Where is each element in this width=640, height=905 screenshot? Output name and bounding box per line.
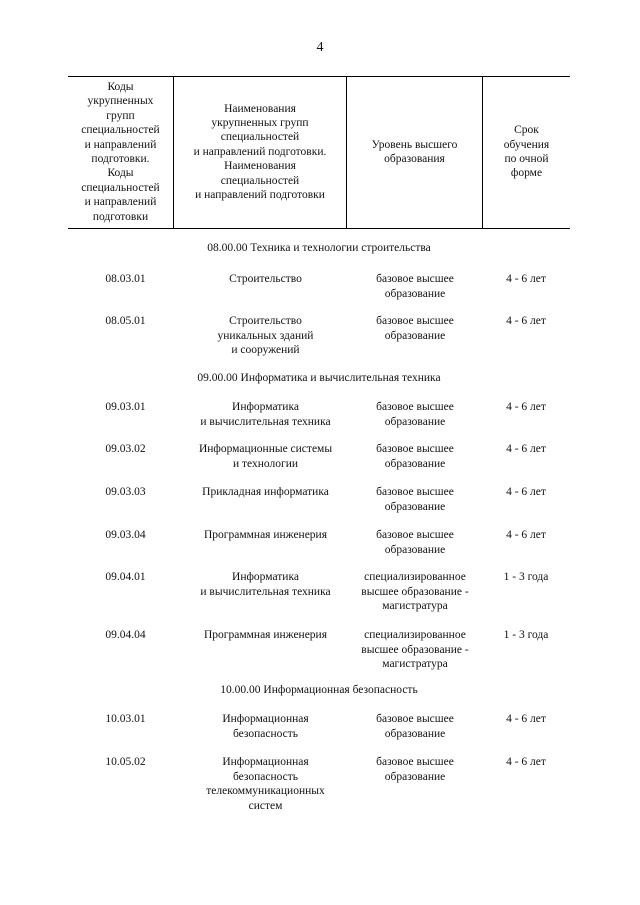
header-codes: Коды укрупненных групп специальностей и направлений подготовки. Коды специальностей и направлений подготовки bbox=[81, 80, 160, 223]
row-name: Информационная безопасность bbox=[222, 713, 309, 740]
row-term: 1 - 3 года bbox=[503, 629, 549, 641]
row-name: Программная инженерия bbox=[203, 629, 327, 641]
row-term: 4 - 6 лет bbox=[506, 315, 546, 327]
page-number: 4 bbox=[316, 40, 324, 55]
row-code: 08.03.01 bbox=[105, 273, 146, 285]
row-level: базовое высшее образование bbox=[376, 756, 454, 783]
group-title: 09.00.00 Информатика и вычислительная техника bbox=[197, 372, 441, 384]
group-title: 10.00.00 Информационная безопасность bbox=[220, 684, 418, 696]
row-level: базовое высшее образование bbox=[376, 273, 454, 300]
row-term: 4 - 6 лет bbox=[506, 713, 546, 725]
row-name: Информатика и вычислительная техника bbox=[200, 401, 331, 428]
row-level: специализированное высшее образование - магистратура bbox=[361, 629, 469, 670]
row-level: базовое высшее образование bbox=[376, 315, 454, 342]
row-name: Информационная безопасность телекоммуникационных систем bbox=[206, 756, 325, 812]
row-level: базовое высшее образование bbox=[376, 401, 454, 428]
row-term: 4 - 6 лет bbox=[506, 443, 546, 455]
header-names: Наименования укрупненных групп специальностей и направлений подготовки. Наименования специальностей и направлений подготовки bbox=[193, 102, 327, 202]
row-name: Информатика и вычислительная техника bbox=[200, 571, 331, 598]
header-term: Срок обучения по очной форме bbox=[503, 124, 550, 180]
row-code: 10.05.02 bbox=[105, 756, 146, 768]
row-code: 09.03.03 bbox=[105, 486, 146, 498]
row-term: 1 - 3 года bbox=[503, 571, 549, 583]
row-term: 4 - 6 лет bbox=[506, 486, 546, 498]
row-term: 4 - 6 лет bbox=[506, 756, 546, 768]
row-level: базовое высшее образование bbox=[376, 529, 454, 556]
row-term: 4 - 6 лет bbox=[506, 401, 546, 413]
row-name: Информационные системы и технологии bbox=[198, 443, 333, 470]
row-code: 09.04.04 bbox=[105, 629, 146, 641]
row-name: Строительство уникальных зданий и сооружений bbox=[217, 315, 314, 356]
row-name: Прикладная информатика bbox=[202, 486, 329, 498]
row-level: базовое высшее образование bbox=[376, 486, 454, 513]
header-level: Уровень высшего образования bbox=[371, 138, 458, 165]
row-code: 09.03.04 bbox=[105, 529, 146, 541]
row-code: 09.03.02 bbox=[105, 443, 146, 455]
row-code: 10.03.01 bbox=[105, 713, 146, 725]
row-code: 09.04.01 bbox=[105, 571, 146, 583]
group-title: 08.00.00 Техника и технологии строительства bbox=[207, 242, 431, 254]
row-code: 08.05.01 bbox=[105, 315, 146, 327]
row-term: 4 - 6 лет bbox=[506, 529, 546, 541]
row-level: базовое высшее образование bbox=[376, 443, 454, 470]
row-term: 4 - 6 лет bbox=[506, 273, 546, 285]
row-name: Строительство bbox=[229, 273, 302, 285]
header-bottom-rule bbox=[68, 228, 570, 229]
row-level: специализированное высшее образование - магистратура bbox=[361, 571, 469, 612]
row-code: 09.03.01 bbox=[105, 401, 146, 413]
row-level: базовое высшее образование bbox=[376, 713, 454, 740]
row-name: Программная инженерия bbox=[203, 529, 327, 541]
